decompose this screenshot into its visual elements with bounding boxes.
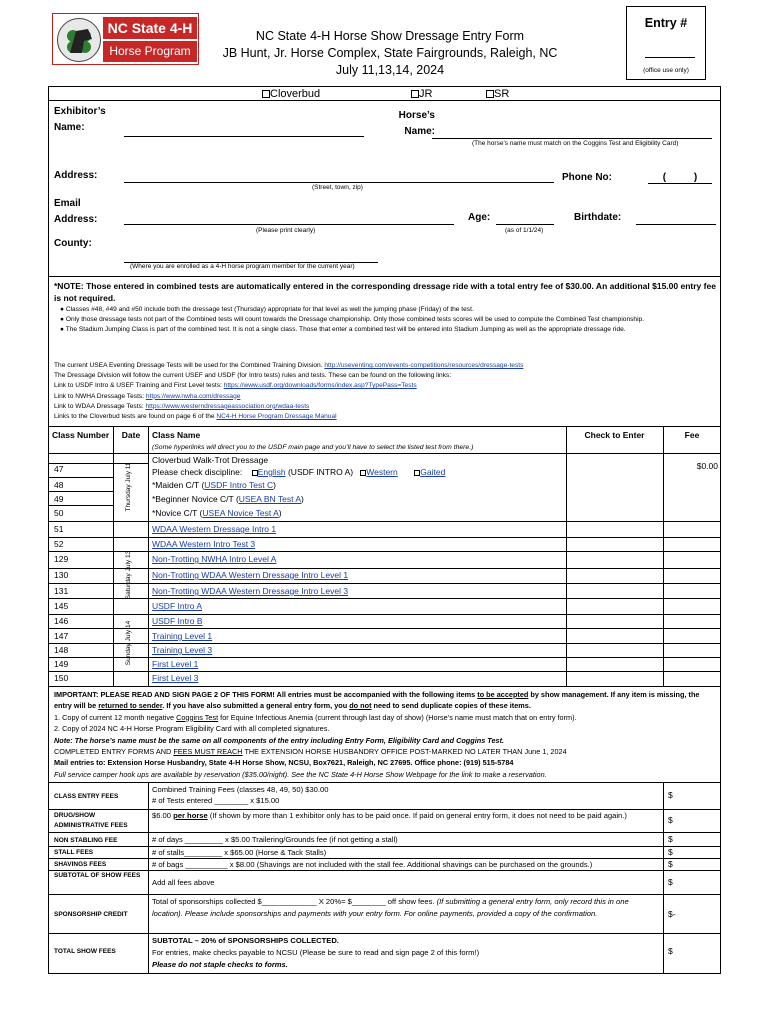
subtotal-amount[interactable]: $ bbox=[668, 877, 673, 887]
logo-line1: NC State 4-H bbox=[103, 17, 197, 39]
class-49-link[interactable]: USEA BN Test A bbox=[238, 494, 301, 504]
horse-name-field[interactable] bbox=[432, 138, 712, 139]
important-section bbox=[54, 689, 716, 780]
total-fee-amount[interactable]: $ bbox=[668, 946, 673, 956]
email-label: Email Address: bbox=[54, 198, 98, 225]
note-bullet: ● The Stadium Jumping Class is part of the combined test. It is not a single class. Those that enter a combined test will be entered into Stadium Jumping as well as the appropriate dressage ride. bbox=[60, 326, 626, 333]
class-link[interactable]: WDAA Western Intro Test 3 bbox=[152, 539, 256, 549]
stall-fees-text: # of stalls_________ x $65.00 (Horse & Tack Stalls) bbox=[152, 848, 327, 857]
text: COMPLETED ENTRY FORMS AND bbox=[54, 747, 174, 757]
form-title bbox=[210, 28, 570, 79]
class-text: *Novice C/T ( bbox=[152, 508, 203, 518]
usea-line bbox=[54, 361, 716, 371]
class-link[interactable]: Non-Trotting NWHA Intro Level A bbox=[152, 554, 277, 564]
col-date: Date bbox=[121, 430, 141, 440]
class-text: ) bbox=[278, 508, 282, 518]
combined-test-note: *NOTE: Those entered in combined tests are automatically entered in the corresponding dressage ride with a total entry fee of $30.00. An additional $15.00 entry fee is not required. bbox=[54, 281, 716, 303]
text: For entries, make checks payable to NCSU (Please be sure to read and sign page 2 of this form!) bbox=[152, 948, 480, 957]
horse-name-note: Note: The horse’s name must be the same on all components of the entry including Entry Form, Eligibility Card and Coggins Test. bbox=[54, 735, 505, 745]
entry-label: Entry # bbox=[644, 16, 688, 30]
english-note: (USDF INTRO A) bbox=[287, 467, 354, 477]
cloverbud-text: Links to the Cloverbud tests are found on page 6 of the bbox=[54, 413, 217, 421]
text: . If you have also submitted a general entry form, you bbox=[162, 701, 350, 711]
county-note: (Where you are enrolled as a 4-H horse program member for the current year) bbox=[130, 263, 355, 270]
title-line1: NC State 4-H Horse Show Dressage Entry Form bbox=[255, 29, 525, 43]
class-name bbox=[152, 494, 304, 505]
col-class-name-note: (Some hyperlinks will direct you to the USDF main page and you’ll have to select the listed test from there.) bbox=[152, 444, 474, 451]
class-entry-fees-text bbox=[152, 784, 652, 806]
email-field[interactable] bbox=[124, 224, 454, 225]
nc-4h-logo bbox=[52, 13, 199, 65]
class-entry-fees-label: CLASS ENTRY FEES bbox=[54, 793, 119, 800]
usdf-line: The Dressage Division will follow the current USEF and USDF (for Intro tests) rules and tests. These can be found on the following links: bbox=[54, 372, 452, 380]
shavings-amount[interactable]: $ bbox=[668, 859, 673, 869]
class-number: 49 bbox=[54, 494, 64, 504]
cloverbud-link-line bbox=[54, 412, 716, 422]
bullet-text: Only those dressage tests not part of the Combined tests will count towards the Dressage championship. Only those combined tests scores will be used to compute the Combined Test championship. bbox=[65, 316, 645, 323]
class-name bbox=[152, 480, 276, 491]
county-label: County: bbox=[54, 238, 92, 249]
text: THE EXTENSION HORSE HUSBANDRY OFFICE POST-MARKED NO LATER THAN June 1, 2024 bbox=[242, 747, 567, 757]
text: need to send duplicate copies of these items. bbox=[371, 701, 531, 711]
divider bbox=[48, 100, 721, 101]
horse-clover-emblem bbox=[57, 18, 101, 62]
shavings-text: # of bags __________ x $8.00 (Shavings are not included with the stall fee. Additional shavings can be purchased on the grounds.) bbox=[152, 860, 593, 869]
sponsorship-text bbox=[152, 896, 658, 920]
division-label: JR bbox=[419, 88, 433, 100]
logo-line2: Horse Program bbox=[103, 41, 197, 62]
entry-number-box bbox=[626, 6, 706, 80]
text: do not bbox=[349, 701, 372, 711]
day-thursday: Thursday July 11 bbox=[125, 462, 132, 512]
division-label: Cloverbud bbox=[270, 88, 321, 100]
class-number: 149 bbox=[54, 659, 69, 669]
text: (If submitting a general entry form, only record this in one location). Please include sponsorships and payments with your entry form. For online payments, provided a copy of the confirmation. bbox=[152, 897, 629, 918]
usea-link[interactable]: http://useventing.com/events-competitions/resources/dressage-tests bbox=[324, 362, 524, 369]
address-field[interactable] bbox=[124, 182, 554, 183]
discipline-choices bbox=[152, 467, 445, 478]
note-bullet: ● Only those dressage tests not part of the Combined tests will count towards the Dressage championship. Only those combined tests scores will be used to compute the Combined Test championship. bbox=[60, 316, 645, 323]
class-number: 50 bbox=[54, 508, 64, 518]
total-fees-label: TOTAL SHOW FEES bbox=[54, 948, 116, 955]
text: Please do not staple checks to forms. bbox=[152, 960, 288, 969]
class-number: 52 bbox=[54, 539, 64, 549]
usea-text: The current USEA Eventing Dressage Tests will be used for the Combined Training Division. bbox=[54, 362, 323, 369]
wdaa-label: Link to WDAA Dressage Tests: bbox=[54, 402, 144, 410]
class-text: *Maiden C/T ( bbox=[152, 480, 205, 490]
class-link[interactable]: Training Level 1 bbox=[152, 631, 213, 641]
non-stabling-label: NON STABLING FEE bbox=[54, 837, 118, 844]
class-fee-amount[interactable]: $ bbox=[668, 790, 673, 800]
mail-line: Mail entries to: Extension Horse Husbandry, State 4-H Horse Show, NCSU, Box7621, Raleigh, NC 27695. Office phone: (919) 515-5784 bbox=[54, 758, 514, 768]
horse-label: Horse’s Name: bbox=[398, 110, 435, 137]
divider bbox=[48, 276, 721, 277]
class-number: 47 bbox=[54, 464, 64, 474]
class-link[interactable]: First Level 1 bbox=[152, 659, 199, 669]
drug-fee-amount[interactable]: $ bbox=[668, 815, 673, 825]
address-note: (Street, town, zip) bbox=[312, 184, 363, 191]
class-link[interactable]: First Level 3 bbox=[152, 673, 199, 683]
non-stabling-amount[interactable]: $ bbox=[668, 834, 673, 844]
bullet-text: The Stadium Jumping Class is part of the combined test. It is not a single class. Those that enter a combined test will be entered into Stadium Jumping as well as the appropriate dressage ride. bbox=[65, 326, 626, 333]
class-link[interactable]: USDF Intro B bbox=[152, 616, 203, 626]
class-number: 146 bbox=[54, 616, 69, 626]
horse-note: (The horse’s name must match on the Coggins Test and Eligibility Card) bbox=[472, 140, 679, 147]
office-use-note: (office use only) bbox=[643, 67, 689, 74]
stall-fees-label: STALL FEES bbox=[54, 849, 94, 856]
camper-line: Full service camper hook ups are available by reservation ($35.00/night). See the NC State 4-H Horse Show Webpage for the link to make a reservation. bbox=[54, 769, 547, 779]
text: to be accepted bbox=[477, 690, 529, 699]
text: for Equine Infectious Anemia (current through last day of show) (Horse’s name must match that on entry form). bbox=[218, 712, 577, 722]
class-number: 130 bbox=[54, 570, 69, 580]
text: Coggins Test bbox=[176, 712, 219, 722]
text: per horse bbox=[173, 811, 208, 820]
text: IMPORTANT: PLEASE READ AND SIGN PAGE 2 OF THIS FORM! All entries must be accompanied with the following items bbox=[54, 690, 478, 699]
class-link[interactable]: Training Level 3 bbox=[152, 645, 213, 655]
birthdate-field[interactable] bbox=[636, 224, 716, 225]
email-note: (Please print clearly) bbox=[256, 227, 316, 234]
text: by show management. If any item is missing, the entry will be bbox=[54, 690, 700, 711]
text: 1. Copy of current 12 month negative bbox=[54, 712, 177, 722]
class-50-link[interactable]: USEA Novice Test A bbox=[202, 508, 279, 518]
sponsorship-label: SPONSORSHIP CREDIT bbox=[54, 911, 128, 918]
deadline-line bbox=[54, 746, 716, 757]
text: returned to sender bbox=[98, 701, 163, 711]
col-class-name: Class Name bbox=[152, 430, 201, 440]
requirement-1 bbox=[54, 712, 716, 723]
phone-label: Phone No: bbox=[562, 172, 612, 183]
col-check-to-enter: Check to Enter bbox=[584, 430, 645, 440]
class-number: 150 bbox=[54, 673, 69, 683]
class-number: 145 bbox=[54, 601, 69, 611]
class-number: 48 bbox=[54, 480, 64, 490]
exhibitor-name-field[interactable] bbox=[124, 136, 364, 137]
wdaa-link-line bbox=[54, 402, 716, 412]
nwha-link[interactable]: https://www.nwha.com/dressage bbox=[145, 392, 241, 400]
text: (If shown by more than 1 exhibitor only has to be paid once. If paid on general entry form, it does not need to be paid again.) bbox=[207, 811, 627, 820]
shavings-label: SHAVINGS FEES bbox=[54, 861, 107, 868]
age-label: Age: bbox=[468, 212, 491, 223]
note-bullet: ● Classes #48, #49 and #50 include both the dressage test (Thursday) appropriate for that level as well the jumping phase (Friday) of the test. bbox=[60, 306, 474, 313]
text: Combined Training Fees (classes 48, 49, 50) $30.00 bbox=[152, 785, 329, 794]
class-link[interactable]: USDF Intro A bbox=[152, 601, 203, 611]
usdf-link-line bbox=[54, 381, 716, 391]
usdf-label: Link to USDF Intro & USEF Training and First Level tests: bbox=[54, 382, 222, 390]
gaited-link[interactable]: Gaited bbox=[420, 467, 446, 477]
title-line2: JB Hunt, Jr. Horse Complex, State Fairgrounds, Raleigh, NC bbox=[222, 46, 558, 60]
age-field[interactable] bbox=[496, 224, 554, 225]
text: $6.00 bbox=[152, 811, 174, 820]
division-label: SR bbox=[494, 88, 510, 100]
western-link[interactable]: Western bbox=[366, 467, 398, 477]
class-text: ) bbox=[273, 480, 276, 490]
phone-field[interactable]: ( ) bbox=[648, 172, 712, 184]
day-sunday: Sunday July 14 bbox=[125, 620, 132, 666]
entry-line[interactable] bbox=[645, 57, 695, 58]
class-number: 147 bbox=[54, 631, 69, 641]
discipline-label: Please check discipline: bbox=[152, 467, 243, 477]
class-name bbox=[152, 508, 282, 519]
note-bullets bbox=[60, 305, 716, 335]
text: # of Tests entered ________ x $15.00 bbox=[152, 796, 280, 805]
birthdate-label: Birthdate: bbox=[574, 212, 622, 223]
age-note: (as of 1/1/24) bbox=[505, 227, 544, 234]
subtotal-text: Add all fees above bbox=[152, 878, 215, 887]
class-name: Cloverbud Walk-Trot Dressage bbox=[152, 455, 269, 465]
text: SUBTOTAL – 20% of SPONSORSHIPS COLLECTED. bbox=[152, 936, 339, 945]
drug-fees-label: DRUG/SHOW ADMINISTRATIVE FEES bbox=[54, 812, 128, 829]
class-number: 148 bbox=[54, 645, 69, 655]
english-link[interactable]: English bbox=[257, 467, 286, 477]
class-47-fee: $0.00 bbox=[696, 461, 718, 471]
day-saturday: Saturday July 13 bbox=[125, 550, 132, 600]
class-number: 131 bbox=[54, 586, 69, 596]
title-line3: July 11,13,14, 2024 bbox=[335, 63, 445, 77]
sponsorship-amount[interactable]: $- bbox=[668, 909, 676, 919]
subtotal-label: SUBTOTAL OF SHOW FEES bbox=[54, 872, 141, 879]
class-48-link[interactable]: USDF Intro Test C bbox=[204, 480, 274, 490]
wdaa-link[interactable]: https://www.westerndressageassociation.org/wdaa-tests bbox=[145, 402, 310, 410]
col-class-number: Class Number bbox=[52, 430, 110, 440]
class-text: ) bbox=[301, 494, 304, 504]
cloverbud-manual-link[interactable]: NC4-H Horse Program Dressage Manual bbox=[216, 413, 337, 421]
nwha-link-line bbox=[54, 392, 716, 402]
text: Total of sponsorships collected $_____________ X 20%= $________ off show fees. bbox=[152, 897, 437, 906]
stall-fee-amount[interactable]: $ bbox=[668, 847, 673, 857]
requirement-2: 2. Copy of 2024 NC 4-H Horse Program Eligibility Card with all completed signatures. bbox=[54, 724, 330, 734]
class-link[interactable]: Non-Trotting WDAA Western Dressage Intro Level 1 bbox=[152, 570, 349, 580]
exhibitor-label: Exhibitor’s Name: bbox=[54, 106, 106, 133]
class-number: 129 bbox=[54, 554, 69, 564]
address-label: Address: bbox=[54, 170, 98, 181]
class-text: *Beginner Novice C/T ( bbox=[152, 494, 239, 504]
bullet-text: Classes #48, #49 and #50 include both the dressage test (Thursday) appropriate for that level as well the jumping phase (Friday) of the test. bbox=[65, 306, 474, 313]
total-fees-text bbox=[152, 935, 658, 971]
class-number: 51 bbox=[54, 524, 64, 534]
drug-fees-text bbox=[152, 810, 658, 821]
class-link[interactable]: Non-Trotting WDAA Western Dressage Intro Level 3 bbox=[152, 586, 349, 596]
text: FEES MUST REACH bbox=[173, 747, 243, 757]
usdf-link[interactable]: https://www.usdf.org/downloads/forms/index.asp?TypePass=Tests bbox=[223, 382, 417, 390]
non-stabling-text: # of days _________ x $5.00 Trailering/Grounds fee (if not getting a stall) bbox=[152, 835, 398, 844]
link-list bbox=[54, 361, 716, 422]
class-link[interactable]: WDAA Western Dressage Intro 1 bbox=[152, 524, 277, 534]
col-fee: Fee bbox=[684, 430, 700, 440]
important-text bbox=[54, 689, 716, 712]
nwha-label: Link to NWHA Dressage Tests: bbox=[54, 392, 145, 400]
